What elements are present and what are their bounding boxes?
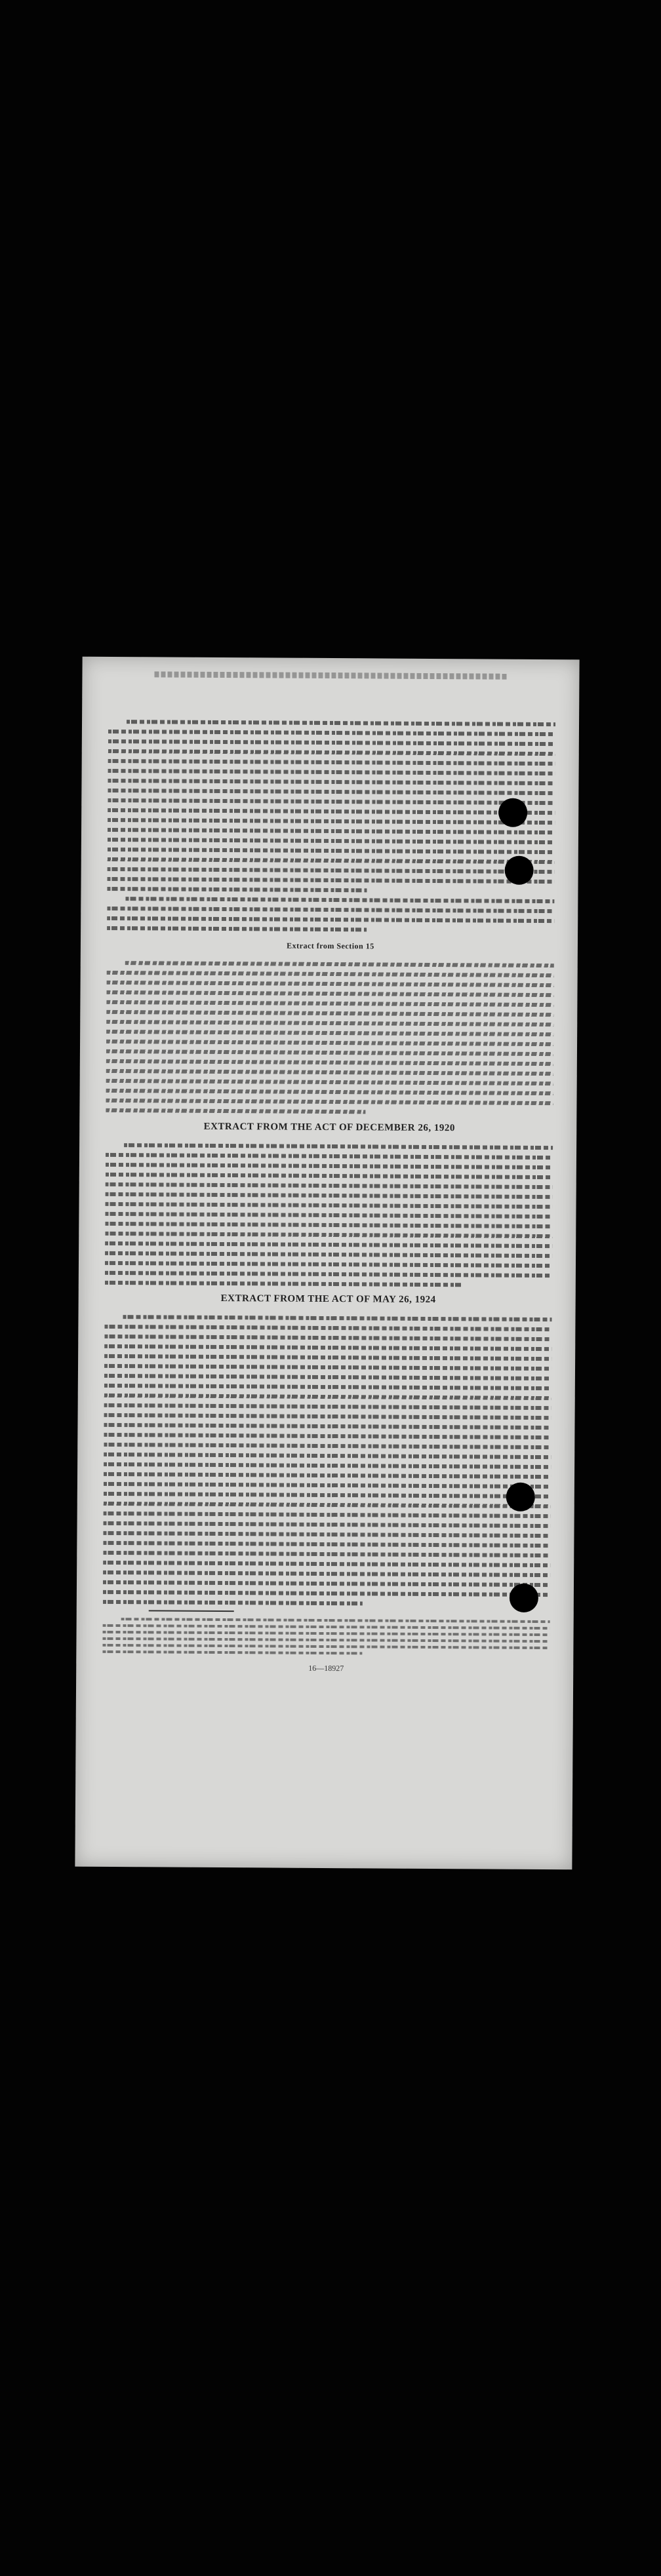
running-head-line	[154, 671, 508, 679]
text-line	[106, 1089, 553, 1095]
text-line	[106, 1049, 553, 1056]
text-line	[104, 1521, 551, 1528]
text-line	[108, 848, 555, 854]
text-line	[105, 1222, 552, 1228]
text-line	[105, 1261, 552, 1268]
para-sec-3-1924	[103, 1315, 552, 1612]
text-line	[105, 1241, 552, 1248]
text-line	[102, 1650, 362, 1654]
text-line	[105, 1251, 552, 1258]
text-line	[106, 1163, 553, 1169]
text-line	[103, 1541, 550, 1548]
text-line	[108, 808, 555, 815]
text-line	[127, 720, 555, 726]
text-line	[108, 828, 555, 834]
text-line	[103, 1561, 550, 1567]
punch-hole-2	[505, 856, 534, 885]
text-line	[105, 1212, 552, 1219]
text-line	[106, 1020, 553, 1026]
text-line	[108, 877, 555, 884]
punch-hole-4	[510, 1584, 538, 1612]
text-line	[121, 1618, 550, 1623]
text-line	[108, 769, 555, 775]
para-act-1893	[105, 1143, 553, 1293]
text-line	[108, 730, 555, 736]
text-line	[108, 838, 555, 844]
text-line	[104, 1472, 551, 1479]
text-line	[108, 857, 555, 864]
extract-act-may-1924: EXTRACT FROM THE ACT OF MAY 26, 1924	[220, 1293, 436, 1306]
text-line	[107, 916, 554, 923]
text-line	[103, 1580, 550, 1587]
footer-code: 16—18927	[308, 1663, 344, 1673]
para-proof	[107, 897, 554, 939]
text-line	[107, 971, 554, 977]
text-line	[108, 739, 555, 746]
document-page	[75, 657, 579, 1870]
text-line	[106, 1202, 553, 1209]
text-line	[104, 1325, 551, 1331]
text-line	[124, 1143, 553, 1150]
extract-section-15: Extract from Section 15	[287, 941, 374, 951]
text-line	[106, 1182, 553, 1189]
text-line	[108, 818, 555, 825]
para-sec-15	[106, 961, 553, 1121]
text-line	[102, 1644, 550, 1649]
text-line	[103, 1624, 550, 1630]
text-line	[105, 1232, 552, 1238]
extract-act-dec-1893: EXTRACT FROM THE ACT OF DECEMBER 26, 1920	[203, 1121, 455, 1134]
text-line	[103, 1600, 363, 1605]
text-line	[107, 907, 554, 913]
text-line	[104, 1335, 551, 1341]
running-head	[154, 669, 508, 681]
text-line	[103, 1571, 550, 1577]
punch-hole-3	[506, 1483, 535, 1512]
punch-hole-1	[498, 798, 527, 827]
text-line	[104, 1443, 551, 1449]
text-line	[107, 887, 367, 892]
text-line	[123, 1315, 551, 1321]
text-line	[108, 798, 555, 805]
text-line	[106, 1108, 365, 1114]
text-line	[104, 1354, 551, 1361]
text-line	[103, 1631, 550, 1636]
text-line	[106, 1040, 553, 1046]
text-line	[106, 1192, 553, 1199]
text-line	[104, 1462, 551, 1469]
text-line	[106, 1000, 553, 1007]
text-line	[108, 779, 555, 785]
text-line	[108, 867, 555, 874]
text-line	[104, 1492, 551, 1498]
text-line	[106, 1059, 553, 1066]
text-line	[104, 1384, 551, 1390]
text-line	[104, 1394, 551, 1400]
text-line	[106, 1010, 553, 1017]
text-line	[104, 1433, 551, 1439]
text-line	[104, 1413, 551, 1420]
text-line	[104, 1344, 551, 1351]
text-line	[104, 1502, 551, 1508]
text-line	[106, 1153, 553, 1160]
page-body	[108, 720, 555, 1673]
text-line	[108, 749, 555, 756]
text-line	[106, 1069, 553, 1076]
text-line	[107, 981, 554, 987]
text-line	[103, 1531, 550, 1538]
text-line	[107, 926, 367, 931]
text-line	[105, 1281, 463, 1287]
text-line	[104, 1364, 551, 1371]
text-line	[105, 1271, 552, 1278]
text-line	[102, 1637, 550, 1643]
text-line	[106, 990, 553, 997]
text-line	[103, 1590, 550, 1597]
text-line	[104, 1403, 551, 1410]
text-line	[125, 961, 554, 967]
text-line	[106, 1099, 553, 1105]
text-line	[104, 1482, 551, 1489]
text-line	[106, 1079, 553, 1085]
text-line	[108, 759, 555, 766]
footnote-rule	[149, 1610, 234, 1612]
text-line	[104, 1453, 551, 1459]
footnote-1	[102, 1618, 550, 1660]
text-line	[104, 1374, 551, 1380]
text-line	[108, 789, 555, 795]
text-line	[106, 1030, 553, 1036]
text-line	[104, 1423, 551, 1430]
text-line	[104, 1512, 551, 1518]
para-sec-3	[107, 720, 555, 899]
text-line	[103, 1551, 550, 1557]
text-line	[106, 1173, 553, 1179]
